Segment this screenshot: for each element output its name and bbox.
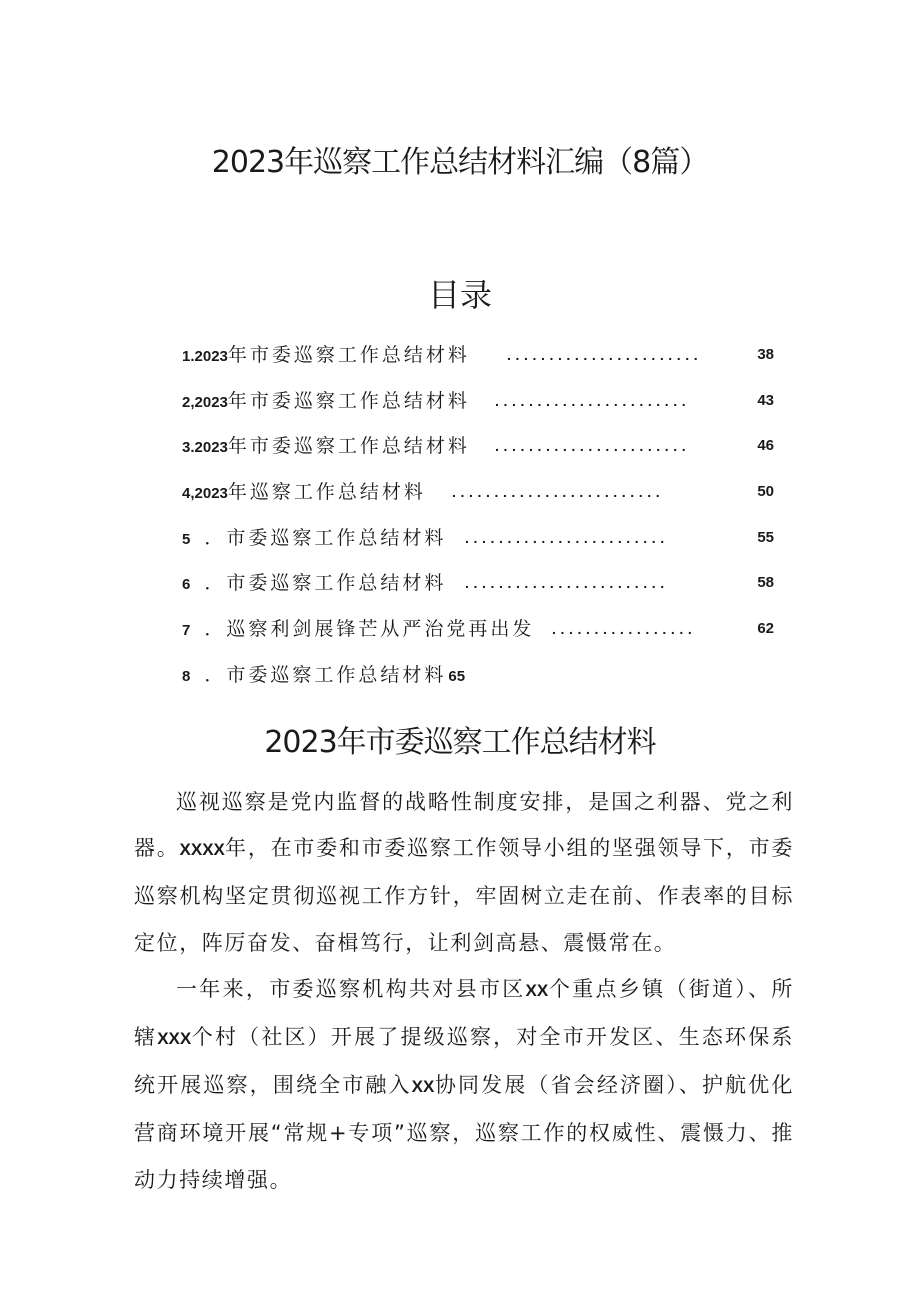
toc-entry-label: ．市委巡察工作总结材料 xyxy=(204,526,447,549)
toc-heading: 目录 xyxy=(427,276,492,314)
table-of-contents xyxy=(182,338,774,704)
paragraph-text: 协同发展（省会经济圈）、护航优化营商环境开展“常规+专项”巡察，巡察工作的权威性、震慑力、推动力持续增强。 xyxy=(134,1073,794,1192)
toc-entry-label: 年市委巡察工作总结材料 xyxy=(227,435,470,458)
toc-entry[interactable] xyxy=(182,475,774,521)
toc-entry[interactable] xyxy=(182,338,774,384)
toc-leader-dots: ................. xyxy=(552,621,697,638)
toc-entry-number: 3.2023 xyxy=(182,439,228,457)
toc-entry-number: 7 xyxy=(182,622,191,640)
toc-entry-page: 38 xyxy=(757,346,774,363)
toc-entry-label: 年市委巡察工作总结材料 xyxy=(227,344,470,366)
toc-entry-page: 43 xyxy=(757,391,774,409)
toc-entry-number: 1.2023 xyxy=(182,348,228,365)
toc-entry-label: ．市委巡察工作总结材料 xyxy=(204,572,447,595)
toc-entry[interactable] xyxy=(182,384,774,430)
paragraph-text-bold: XX xyxy=(525,980,549,1000)
paragraph-text: 个重点乡镇（街道）、所辖 xyxy=(134,976,795,1050)
toc-entry-label: ．巡察利剑展锋芒从严治党再出发 xyxy=(204,618,535,641)
toc-entry-number: 8 xyxy=(182,667,191,685)
toc-leader-dots: ....................... xyxy=(495,438,691,455)
toc-entry-page: 65 xyxy=(448,667,466,685)
paragraph-text-bold: XXX xyxy=(157,1029,192,1049)
toc-entry-number: 4,2023 xyxy=(182,485,228,503)
toc-entry-label: 年市委巡察工作总结材料 xyxy=(227,389,470,412)
paragraph-text: 一年来，市委巡察机构共对县市区 xyxy=(176,976,526,1001)
toc-entry-number: 2,2023 xyxy=(182,393,228,411)
paragraph-text: 年，在市委和市委巡察工作领导小组的坚强领导下，市委巡察机构坚定贯彻巡视工作方针，牢固树立走在前、作表率的目标定位，阵厉奋发、奋楫笃行，让利剑高悬、震慑常在。 xyxy=(134,836,794,955)
toc-entry-page: 58 xyxy=(757,574,774,592)
paragraph-text-bold: XXXX xyxy=(179,840,225,860)
toc-entry-page: 55 xyxy=(757,528,774,546)
toc-entry-number: 6 xyxy=(182,576,191,594)
toc-leader-dots: ....................... xyxy=(495,392,691,409)
toc-entry[interactable] xyxy=(182,566,774,612)
paragraph-text: 个村（社区）开展了提级巡察，对全市开发区、生态环保系统开展巡察，围绕全市融入 xyxy=(134,1025,794,1098)
toc-entry-page: 62 xyxy=(757,620,774,638)
document-title: 2023年巡察工作总结材料汇编（8篇） xyxy=(211,145,709,180)
toc-entry[interactable] xyxy=(182,429,774,475)
toc-leader-dots: ........................ xyxy=(465,529,669,546)
toc-entry-label: ．市委巡察工作总结材料 xyxy=(204,663,447,686)
section-title: 2023年市委巡察工作总结材料 xyxy=(264,725,656,760)
toc-entry[interactable] xyxy=(182,658,774,704)
paragraph xyxy=(134,966,794,1203)
article-body xyxy=(134,779,794,1203)
toc-entry-number: 5 xyxy=(182,530,191,548)
paragraph-text: 巡视巡察是党内监督的战略性制度安排，是国之利器、党之利器。 xyxy=(134,790,794,861)
toc-entry-page: 50 xyxy=(757,483,774,501)
toc-entry[interactable] xyxy=(182,612,774,658)
paragraph xyxy=(134,779,794,966)
toc-leader-dots: ........................ xyxy=(465,575,669,592)
toc-entry[interactable] xyxy=(182,521,774,567)
toc-entry-label: 年巡察工作总结材料 xyxy=(227,481,426,504)
toc-entry-page: 46 xyxy=(757,437,774,455)
toc-leader-dots: ....................... xyxy=(507,347,703,363)
toc-leader-dots: ......................... xyxy=(452,484,665,501)
paragraph-text-bold: XX xyxy=(411,1077,435,1097)
